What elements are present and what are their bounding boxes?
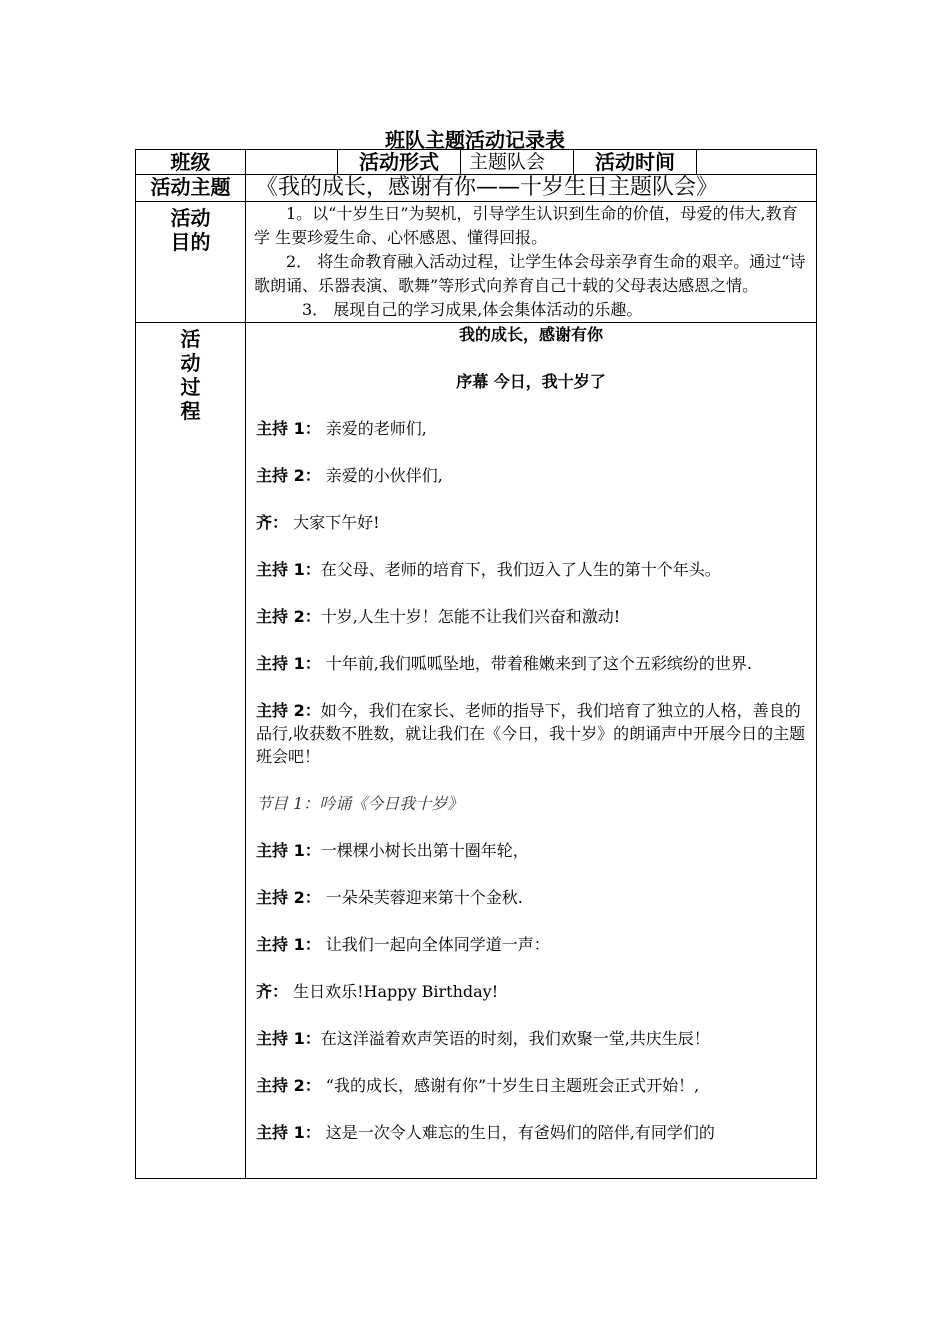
class-label: 班级 [136,150,246,175]
speaker-label: 主持 1： [256,654,321,673]
time-label: 活动时间 [574,150,697,175]
speaker-label: 主持 1： [256,560,321,579]
line-text: 亲爱的小伙伴们, [320,466,443,485]
line-text: 这是一次令人难忘的生日，有爸妈们的陪伴,有同学们的 [320,1123,715,1142]
line-text: “我的成长，感谢有你”十岁生日主题班会正式开始！, [320,1076,700,1095]
script-line [256,1027,806,1050]
speaker-label: 主持 2： [256,888,321,907]
record-table [135,149,817,1179]
script-line [256,464,806,487]
script-line [256,1121,806,1144]
purpose-label-line1: 活动 [170,206,211,230]
time-value [697,150,817,175]
process-label-char: 活 [180,327,201,351]
theme-value: 《我的成长，感谢有你——十岁生日主题队会》 [246,175,817,202]
script-line [256,839,806,862]
line-text: 大家下午好! [288,513,380,532]
purpose-item: 2． 将生命教育融入活动过程，让学生体会母亲孕育生命的艰辛。通过“诗歌朗诵、乐器表演、歌舞”等形式向养育自己十载的父母表达感恩之情。 [254,252,806,295]
line-text: 一棵棵小树长出第十圈年轮， [320,841,529,860]
speaker-label: 主持 2： [256,607,321,626]
speaker-label: 主持 1： [256,841,321,860]
process-subheading: 序幕 今日，我十岁了 [456,372,606,391]
process-label-char: 过 [180,375,201,399]
script-line [256,417,806,440]
line-text: 十年前,我们呱呱坠地，带着稚嫩来到了这个五彩缤纷的世界. [320,654,752,673]
speaker-label: 主持 1： [256,1029,321,1048]
line-text: 十岁,人生十岁！怎能不让我们兴奋和激动! [320,607,621,626]
speaker-label: 齐： [256,513,289,532]
script-line [256,1074,806,1097]
speaker-label: 主持 1： [256,1123,321,1142]
form-value: 主题队会 [461,150,574,175]
script-line [256,699,806,768]
line-text: 一朵朵芙蓉迎来第十个金秋. [320,888,523,907]
program-title: 节目 1：吟诵《今日我十岁》 [256,794,464,813]
theme-label: 活动主题 [136,175,246,202]
process-heading: 我的成长，感谢有你 [458,325,603,344]
script-line [256,511,806,534]
process-label [136,323,246,1179]
form-label: 活动形式 [338,150,461,175]
process-content [246,323,817,1179]
script-line [256,558,806,581]
line-text: 在父母、老师的培育下，我们迈入了人生的第十个年头。 [320,560,721,579]
line-text: 在这洋溢着欢声笑语的时刻，我们欢聚一堂,共庆生辰！ [320,1029,710,1048]
script-line [256,886,806,909]
script-line [256,792,806,815]
purpose-item: 1。以“十岁生日”为契机，引导学生认识到生命的价值，母爱的伟大,教育学 生要珍爱生命、心怀感恩、懂得回报。 [254,204,798,247]
line-text: 生日欢乐!Happy Birthday! [288,982,499,1001]
speaker-label: 齐： [256,982,289,1001]
speaker-label: 主持 2： [256,1076,321,1095]
purpose-label-line2: 目的 [170,230,211,254]
script-line [256,933,806,956]
page-title: 班队主题活动记录表 [385,128,565,152]
speaker-label: 主持 2： [256,466,321,485]
script-line [256,605,806,628]
speaker-label: 主持 1： [256,419,321,438]
script-line [256,652,806,675]
speaker-label: 主持 2： [256,701,321,720]
purpose-label [136,202,246,323]
purpose-item: 3． 展现自己的学习成果,体会集体活动的乐趣。 [302,300,643,319]
class-value [246,150,338,175]
script-lines [256,417,806,1144]
process-label-char: 动 [180,351,201,375]
speaker-label: 主持 1： [256,935,321,954]
purpose-content [246,202,817,323]
line-text: 亲爱的老师们, [320,419,427,438]
line-text: 如今，我们在家长、老师的指导下，我们培育了独立的人格，善良的品行,收获数不胜数，就让我们在《今日，我十岁》的朗诵声中开展今日的主题班会吧！ [256,701,806,766]
process-label-char: 程 [180,399,201,423]
line-text: 让我们一起向全体同学道一声： [320,935,550,954]
script-line [256,980,806,1003]
